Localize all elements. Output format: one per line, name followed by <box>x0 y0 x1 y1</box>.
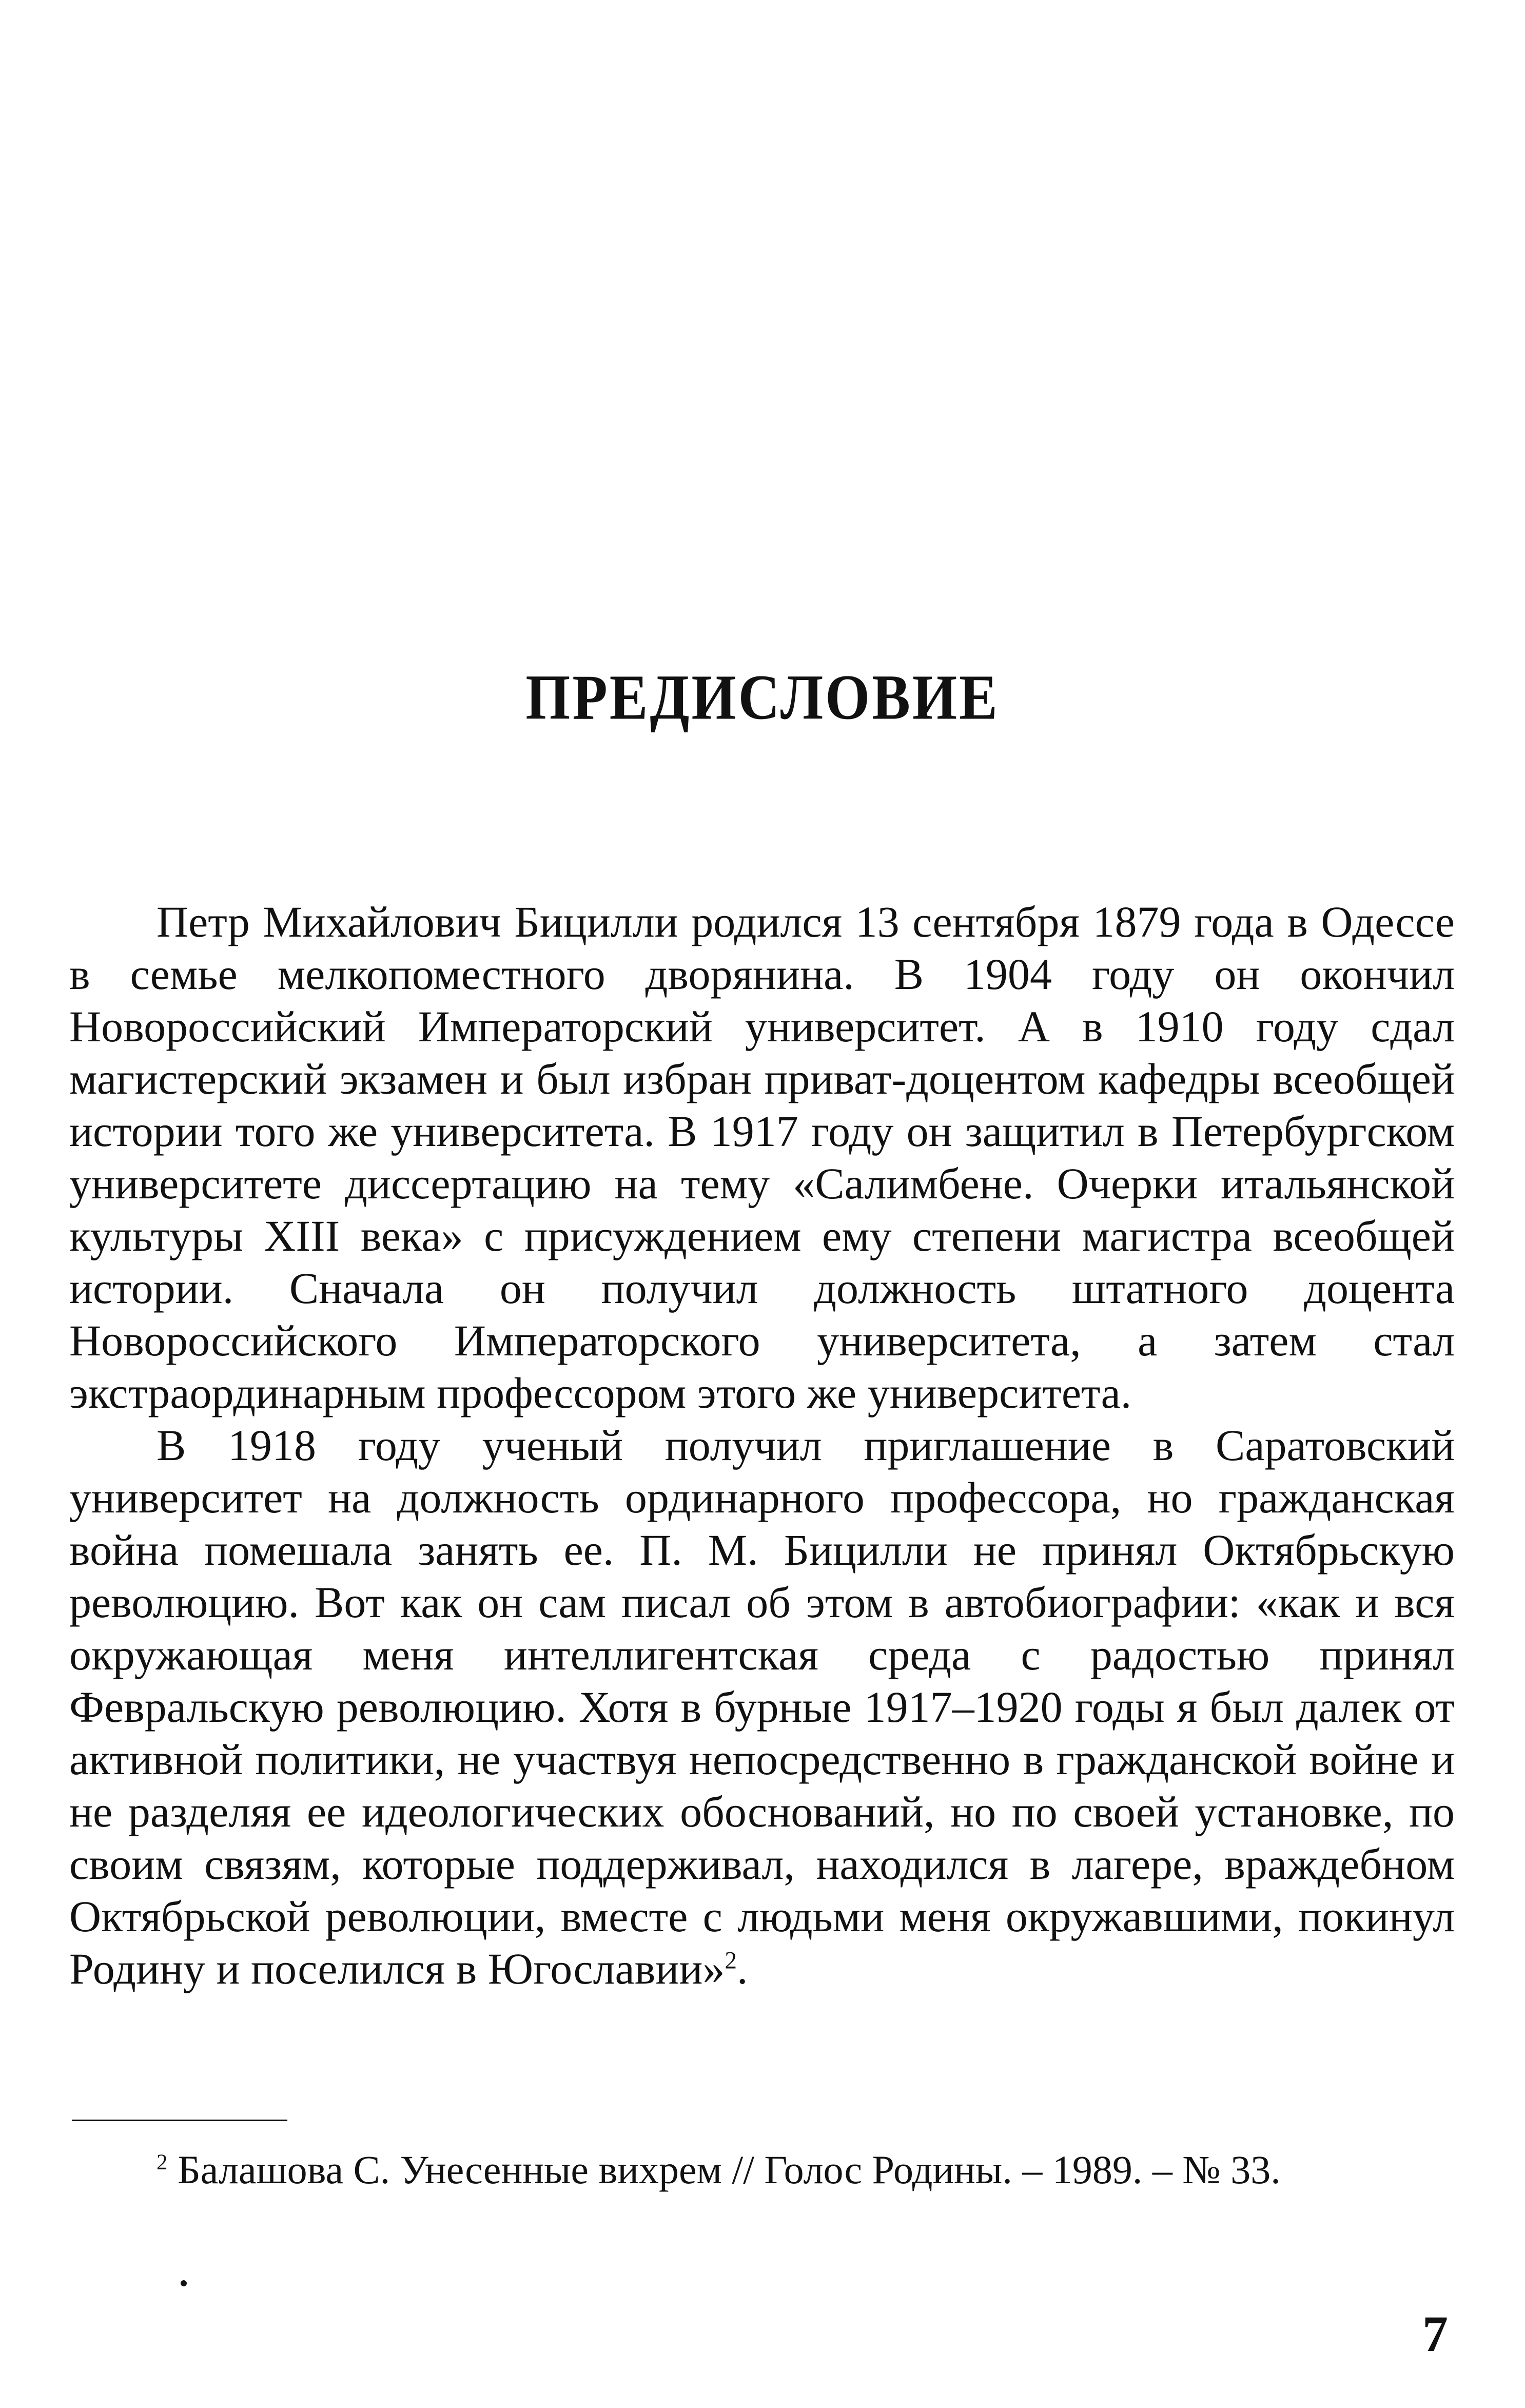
footnote-reference: 2 <box>725 1947 737 1974</box>
body-text <box>69 896 1455 1995</box>
footnote <box>69 2145 1455 2195</box>
print-speck <box>181 2280 187 2286</box>
page-number: 7 <box>1422 2305 1448 2362</box>
footnote-text: Балашова С. Унесенные вихрем // Голос Родины. – 1989. – № 33. <box>177 2147 1281 2192</box>
paragraph-2: В 1918 году ученый получил приглашение в Саратовский университет на должность ординарного профессора, но гражданская война помешала занять ее. П. М. Бицилли не принял Октябрьскую революцию. Вот как он сам писал об этом в автобиографии: «как и вся окружающая меня интеллигентская среда с радостью принял Февральскую революцию. Хотя в бурные 1917–1920 годы я был далек от активной политики, не участвуя непосредственно в гражданской войне и не разделяя ее идеологических обоснований, но по своей установке, по своим связям, которые поддерживал, находился в лагере, враждебном Октябрьской революции, вместе с людьми меня окружавшими, покинул Родину и поселился в Югославии»$^2$. <box>69 1421 1455 1993</box>
footnote-marker: 2 <box>157 2150 168 2174</box>
footnote-divider <box>72 2120 287 2121</box>
paragraph-1: Петр Михайлович Бицилли родился 13 сентября 1879 года в Одессе в семье мелкопоместного дворянина. В 1904 году он окончил Новороссийский Императорский университет. А в 1910 году сдал магистерский экзамен и был избран приват-доцентом кафедры всеобщей истории того же университета. В 1917 году он защитил в Петербургском университете диссертацию на тему «Салимбене. Очерки итальянской культуры XIII века» с присуждением ему степени магистра всеобщей истории. Сначала он получил должность штатного доцента Новороссийского Императорского университета, а затем стал экстраординарным профессором этого же университета. <box>69 897 1455 1417</box>
paragraph-2-text: В 1918 году ученый получил приглашение в Саратовский университет на должность ординарного профессора, но гражданская война помешала занять ее. П. М. Бицилли не принял Октябрьскую революцию. Вот как он сам писал об этом в автобиографии: «как и вся окружающая меня интеллигентская среда с радостью принял Февральскую революцию. Хотя в бурные 1917–1920 годы я был далек от активной политики, не участвуя непосредственно в гражданской войне и не разделяя ее идеологических обоснований, но по своей установке, по своим связям, которые поддерживал, находился в лагере, враждебном Октябрьской революции, вместе с людьми меня окружавшими, покинул Родину и поселился в Югославии» <box>69 1421 1455 1993</box>
chapter-title: ПРЕДИСЛОВИЕ <box>525 662 1000 733</box>
footnote-line <box>69 2145 1455 2195</box>
